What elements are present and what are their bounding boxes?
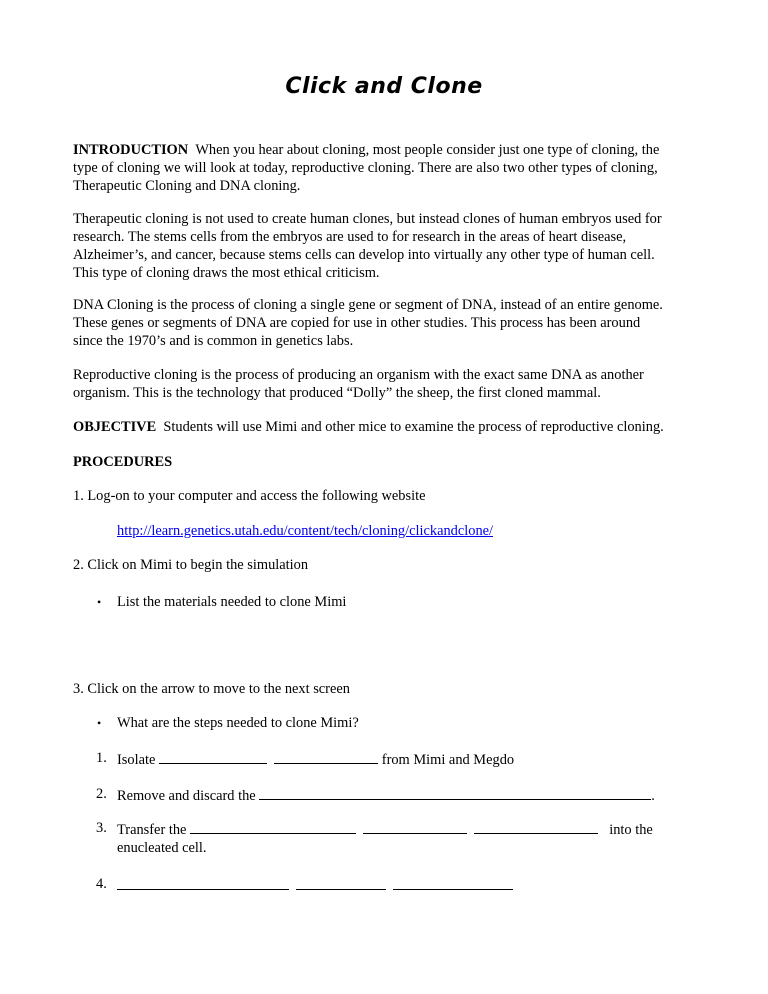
website-link[interactable]: http://learn.genetics.utah.edu/content/tech/cloning/clickandclone/ bbox=[117, 523, 494, 539]
substep-1-number: 1. bbox=[96, 750, 107, 766]
answer-blank[interactable] bbox=[296, 875, 386, 890]
substep-1 bbox=[117, 749, 677, 769]
bullet-icon: • bbox=[97, 716, 102, 730]
intro-line-3: Therapeutic Cloning and DNA cloning. bbox=[73, 178, 301, 194]
answer-blank[interactable] bbox=[190, 819, 356, 834]
reproductive-line-2: organism. This is the technology that produced “Dolly” the sheep, the first cloned mammal. bbox=[73, 385, 601, 401]
procedures-heading bbox=[73, 453, 703, 471]
substep-4-number: 4. bbox=[96, 876, 107, 892]
procedure-step-1: 1. Log-on to your computer and access the following website bbox=[73, 488, 426, 504]
therapeutic-line-3: Alzheimer’s, and cancer, because stems cells can develop into virtually any other type of human cell. bbox=[73, 247, 655, 263]
substep-3 bbox=[117, 819, 677, 857]
objective-paragraph bbox=[73, 418, 703, 436]
substep-4 bbox=[117, 875, 677, 895]
therapeutic-line-1: Therapeutic cloning is not used to create human clones, but instead clones of human embryos used for bbox=[73, 211, 662, 227]
answer-blank[interactable] bbox=[363, 819, 467, 834]
answer-blank[interactable] bbox=[474, 819, 598, 834]
substep-3-text: Transfer the bbox=[117, 822, 187, 838]
substep-2-number: 2. bbox=[96, 786, 107, 802]
page-title: Click and Clone bbox=[285, 74, 483, 99]
bullet-icon: • bbox=[97, 595, 102, 609]
substep-1-text: Isolate bbox=[117, 752, 156, 768]
answer-blank[interactable] bbox=[117, 875, 289, 890]
substep-2-text: Remove and discard the bbox=[117, 788, 256, 804]
answer-blank[interactable] bbox=[159, 749, 267, 764]
substep-2-suffix: . bbox=[651, 788, 655, 804]
website-link-wrapper bbox=[117, 522, 747, 540]
introduction-heading: INTRODUCTION bbox=[73, 142, 189, 158]
introduction-paragraph bbox=[73, 141, 703, 195]
therapeutic-line-2: research. The stems cells from the embryos are used to for research in the areas of heart disease, bbox=[73, 229, 627, 245]
reproductive-line-1: Reproductive cloning is the process of producing an organism with the exact same DNA as another bbox=[73, 367, 644, 383]
dna-line-2: These genes or segments of DNA are copied for use in other studies. This process has been around bbox=[73, 315, 641, 331]
reproductive-paragraph bbox=[73, 366, 703, 402]
intro-line-2: type of cloning we will look at today, reproductive cloning. There are also two other types of cloning, bbox=[73, 160, 658, 176]
procedures-heading-text: PROCEDURES bbox=[73, 454, 173, 470]
bullet-materials: List the materials needed to clone Mimi bbox=[117, 594, 347, 610]
dna-cloning-paragraph bbox=[73, 296, 703, 350]
therapeutic-paragraph bbox=[73, 210, 703, 282]
procedure-step-2: 2. Click on Mimi to begin the simulation bbox=[73, 557, 309, 573]
substep-3-suffix: into the bbox=[609, 822, 653, 838]
answer-blank[interactable] bbox=[393, 875, 513, 890]
substep-3-number: 3. bbox=[96, 820, 107, 836]
objective-heading: OBJECTIVE bbox=[73, 419, 157, 435]
procedure-step-3: 3. Click on the arrow to move to the next screen bbox=[73, 681, 350, 697]
substep-3-continuation: enucleated cell. bbox=[117, 840, 207, 856]
dna-line-1: DNA Cloning is the process of cloning a single gene or segment of DNA, instead of an entire genome. bbox=[73, 297, 663, 313]
answer-blank[interactable] bbox=[274, 749, 378, 764]
substep-2 bbox=[117, 785, 677, 805]
intro-line-1: When you hear about cloning, most people consider just one type of cloning, the bbox=[195, 142, 660, 158]
answer-blank[interactable] bbox=[259, 785, 651, 800]
objective-text: Students will use Mimi and other mice to examine the process of reproductive cloning. bbox=[163, 419, 664, 435]
dna-line-3: since the 1970’s and is common in genetics labs. bbox=[73, 333, 354, 349]
bullet-steps: What are the steps needed to clone Mimi? bbox=[117, 715, 359, 731]
therapeutic-line-4: This type of cloning draws the most ethical criticism. bbox=[73, 265, 380, 281]
substep-1-suffix: from Mimi and Megdo bbox=[381, 752, 515, 768]
